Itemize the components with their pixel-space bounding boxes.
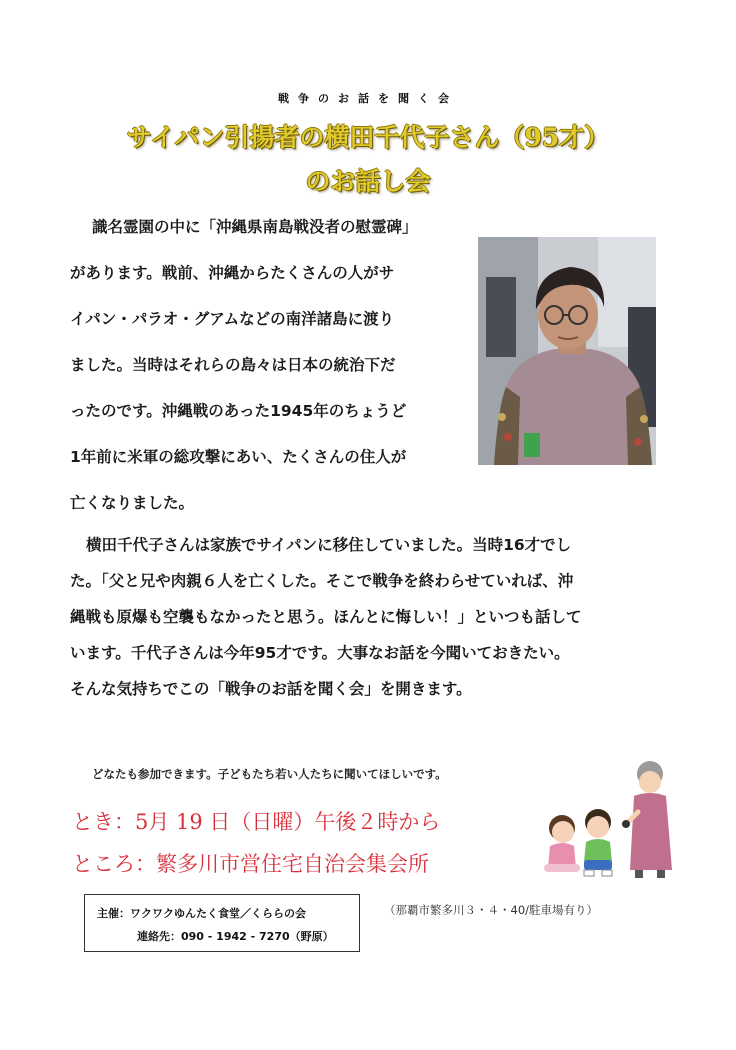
intro-line: があります。戦前、沖縄からたくさんの人がサ <box>70 264 395 282</box>
intro-line: 亡くなりました。 <box>70 494 195 512</box>
organizer-text: 主催：ワクワクゆんたく食堂／くららの会 <box>97 907 306 920</box>
speaker-photo <box>478 237 656 465</box>
story-line: そんな気持ちでこの「戦争のお話を聞く会」を開きます。 <box>70 680 472 698</box>
intro-line: ました。当時はそれらの島々は日本の統治下だ <box>70 356 396 374</box>
event-subtitle: 戦争のお話を聞く会 <box>278 92 458 105</box>
event-location: ところ：繁多川市営住宅自治会集会所 <box>72 852 429 876</box>
story-line: 横田千代子さんは家族でサイパンに移住していました。当時16才でし <box>86 536 572 554</box>
intro-line: 1年前に米軍の総攻撃にあい、たくさんの住人が <box>70 448 407 466</box>
event-time: とき：5月 19 日（日曜）午後２時から <box>72 810 441 834</box>
organizer-box <box>84 894 360 952</box>
venue-address: （那覇市繁多川３・４・40/駐車場有り） <box>384 903 599 917</box>
contact-text: 連絡先：090 - 1942 - 7270（野原） <box>137 930 334 943</box>
story-paragraph <box>70 530 670 710</box>
story-line: 縄戦も原爆も空襲もなかったと思う。ほんとに悔しい！」といつも話して <box>70 608 582 626</box>
invitation-text: どなたも参加できます。子どもたち若い人たちに聞いてほしいです。 <box>92 767 447 781</box>
poster-title-line2: のお話し会 <box>305 167 431 196</box>
story-line: います。千代子さんは今年95才です。大事なお話を今聞いておきたい。 <box>70 644 570 662</box>
intro-line: イパン・パラオ・グアムなどの南洋諸島に渡り <box>70 310 395 328</box>
poster-title: サイパン引揚者の横田千代子さん（95才） <box>126 123 610 152</box>
intro-paragraph <box>70 212 470 534</box>
storyteller-illustration <box>538 752 678 882</box>
story-line: た。「父と兄や肉親６人を亡くした。そこで戦争を終わらせていれば、沖 <box>70 572 574 590</box>
intro-line: 識名霊園の中に「沖縄県南島戦没者の慰霊碑」 <box>92 218 418 236</box>
intro-line: ったのです。沖縄戦のあった1945年のちょうど <box>70 402 407 420</box>
